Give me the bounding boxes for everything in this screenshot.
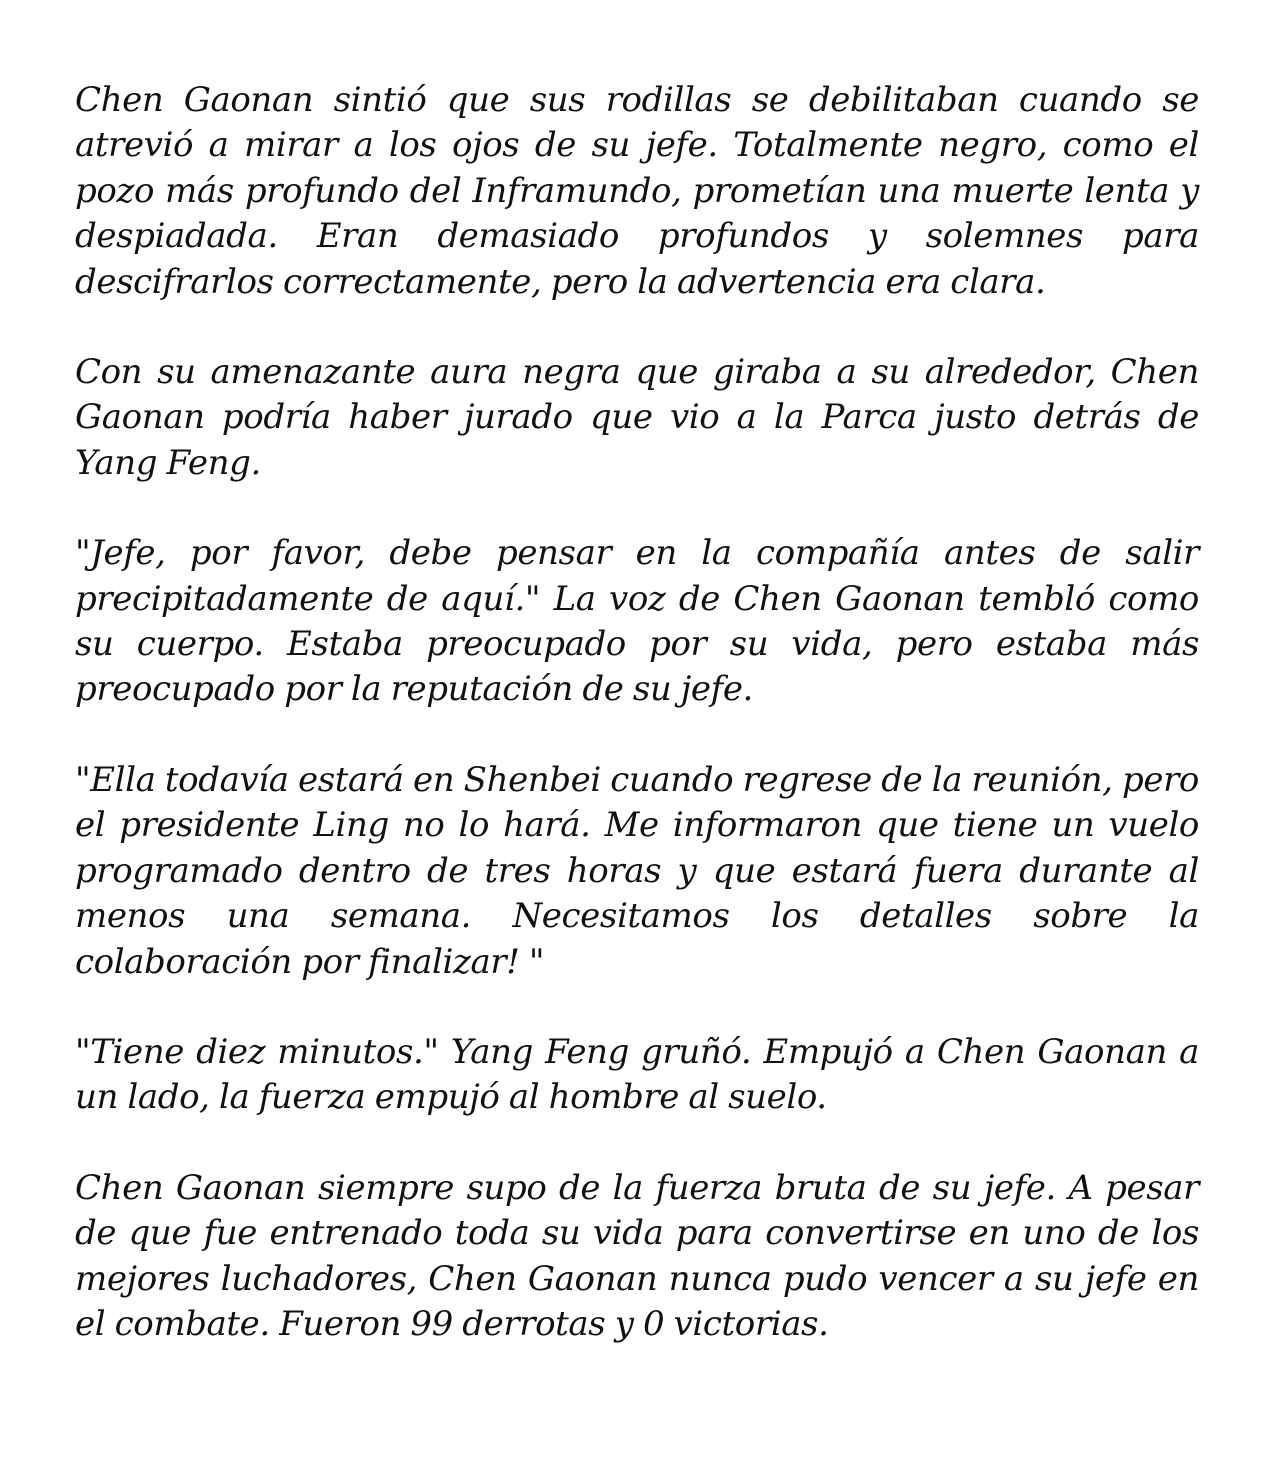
- paragraph: "Jefe, por favor, debe pensar en la compañía antes de salir precipitadamente de aquí." La voz de Chen Gaonan tembló como su cuerpo. Estaba preocupado por su vida, pero estaba más preocupado por la reputación de su jefe.: [75, 533, 1199, 710]
- paragraph: Chen Gaonan sintió que sus rodillas se debilitaban cuando se atrevió a mirar a los ojos de su jefe. Totalmente negro, como el pozo más profundo del Inframundo, prometían una muerte lenta y despiadada. Eran demasiado profundos y solemnes para descifrarlos correctamente, pero la advertencia era clara.: [75, 80, 1199, 302]
- paragraph: Con su amenazante aura negra que giraba a su alrededor, Chen Gaonan podría haber jurado que vio a la Parca justo detrás de Yang Feng.: [75, 352, 1199, 483]
- paragraph: Chen Gaonan siempre supo de la fuerza bruta de su jefe. A pesar de que fue entrenado toda su vida para convertirse en uno de los mejores luchadores, Chen Gaonan nunca pudo vencer a su jefe en el combate. Fueron 99 derrotas y 0 victorias.: [75, 1167, 1199, 1344]
- paragraph: "Tiene diez minutos." Yang Feng gruñó. Empujó a Chen Gaonan a un lado, la fuerza empujó al hombre al suelo.: [75, 1031, 1199, 1118]
- paragraph: "Ella todavía estará en Shenbei cuando regrese de la reunión, pero el presidente Ling no lo hará. Me informaron que tiene un vuelo programado dentro de tres horas y que estará fuera durante al menos una semana. Necesitamos los detalles sobre la colaboración por finalizar! ": [75, 759, 1199, 982]
- document-body: [75, 78, 1199, 1347]
